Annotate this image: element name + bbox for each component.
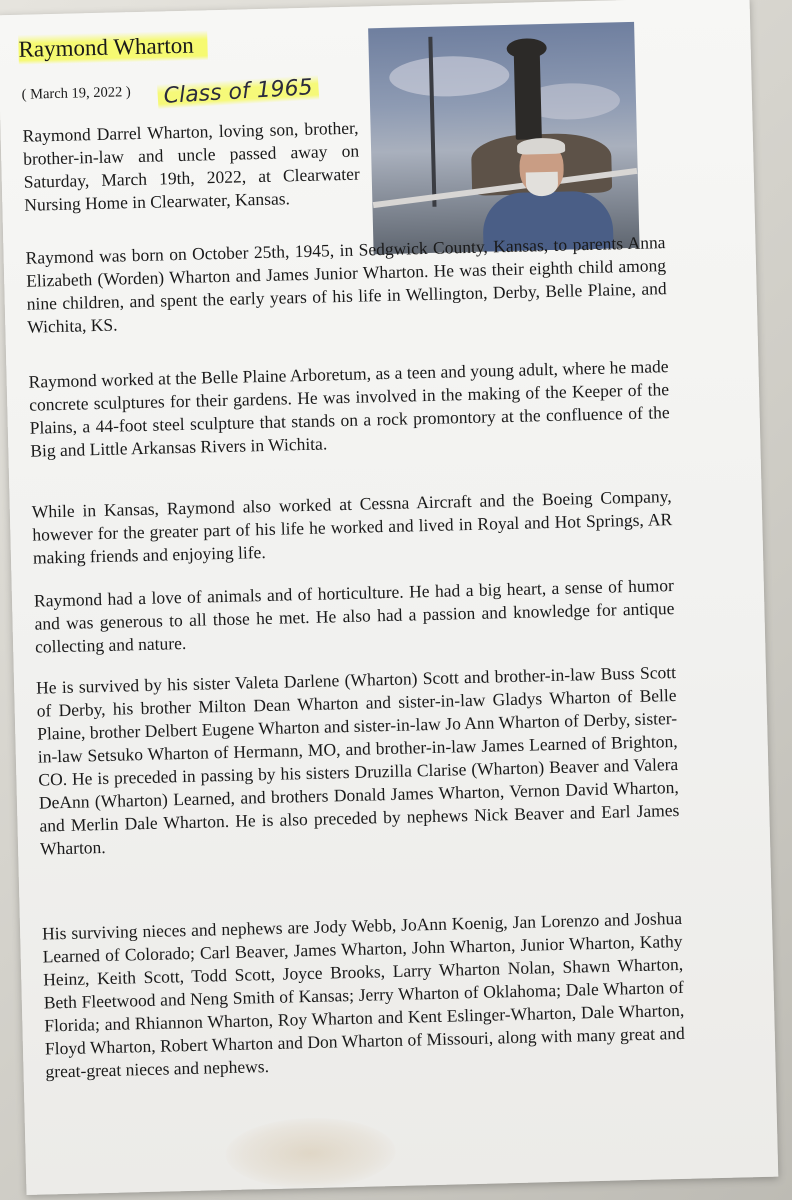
paragraph-work [32,485,673,570]
paragraph-survivors [36,661,680,861]
paragraph-text: Raymond Darrel Wharton, loving son, brother, brother-in-law and uncle passed away on Saturday, March 19th, 2022, at Clearwater Nursing Home in Clearwater, Kansas. [22,117,360,215]
paragraph-text: Raymond had a love of animals and of horticulture. He had a big heart, a sense of humor and was generous to all those he met. He also had a passion and knowledge for antique collecting and nature. [33,575,675,657]
paragraph-text: His surviving nieces and nephews are Jody Webb, JoAnn Koenig, Jan Lorenzo and Joshua Learned of Colorado; Carl Beaver, James Wharton, John Wharton, Junior Wharton, Kathy Heinz, Keith Scott, Todd Scott, Joyce Brooks, Larry Wharton Nolan, Shawn Wharton, Beth Fleetwood and Neng Smith of Kansas; Jerry Wharton of Oklahoma; Dale Wharton of Florida; and Rhiannon Wharton, Roy Wharton and Kent Eslinger-Wharton, Dale Wharton, Floyd Wharton, Robert Wharton and Don Wharton of Missouri, along with many great and great-great nieces and nephews. [41,907,686,1082]
paragraph-interests [34,574,675,659]
obituary-date: ( March 19, 2022 ) [21,84,131,103]
paragraph-text: Raymond worked at the Belle Plaine Arboretum, as a teen and young adult, where he made concrete sculptures for their gardens. He was involved in the making of the Keeper of the Plains, a 44-foot steel sculpture that stands on a rock promontory at the confluence of the Big and Little Arkansas Rivers in Wichita. [28,356,670,461]
portrait-photo [368,22,639,254]
water-stain [225,1116,397,1190]
paragraph-death-notice [22,117,360,217]
paragraph-birth [25,231,667,339]
deceased-name: Raymond Wharton [18,30,208,65]
paragraph-arboretum [28,355,670,463]
paragraph-text: Raymond was born on October 25th, 1945, in Sedgwick County, Kansas, to parents Anna Elizabeth (Worden) Wharton and James Junior Wharton. He was their eighth child among nine children, and spent the early years of his life in Wellington, Derby, Belle Plaine, and Wichita, KS. [25,232,667,337]
paragraph-text: He is survived by his sister Valeta Darlene (Wharton) Scott and brother-in-law Buss Scott of Derby, his brother Milton Dean Wharton and sister-in-law Gladys Wharton of Belle Plaine, brother Delbert Eugene Wharton and sister-in-law Jo Ann Wharton of Derby, sister-in-law Setsuko Wharton of Hermann, MO, and brother-in-law James Learned of Brighton, CO. He is preceded in passing by his sisters Druzilla Clarise (Wharton) Beaver and Valera DeAnn (Wharton) Learned, and brothers Donald James Wharton, Vernon David Wharton, and Merlin Dale Wharton. He is also preceded by nephews Nick Beaver and Earl James Wharton. [35,661,680,859]
photo-cloud [389,55,510,98]
handwritten-class-note: Class of 1965 [157,75,319,110]
paragraph-text: While in Kansas, Raymond also worked at Cessna Aircraft and the Boeing Company, however for the greater part of his life he worked and lived in Royal and Hot Springs, AR making friends and enjoying life. [31,486,673,568]
paragraph-nieces-nephews [42,907,686,1084]
photo-person-hair [517,138,565,155]
photo-keeper-statue [514,44,542,140]
